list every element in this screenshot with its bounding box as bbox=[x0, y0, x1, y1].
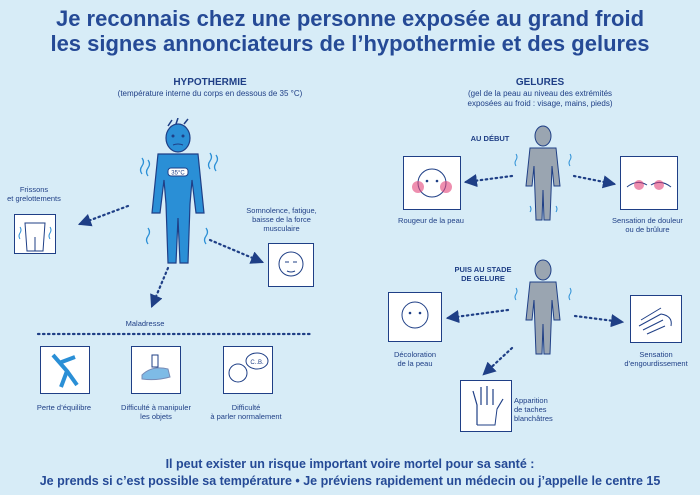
parler-label: Difficulté à parler normalement bbox=[210, 403, 282, 421]
douleur-illustration bbox=[620, 156, 678, 210]
somnolence-illustration bbox=[268, 243, 314, 287]
decoloration-label: Décoloration de la peau bbox=[393, 350, 437, 368]
au-debut-label: AU DÉBUT bbox=[470, 134, 510, 143]
hypothermia-person-figure bbox=[128, 118, 228, 268]
hypothermie-subheading: (température interne du corps en dessous de 35 °C) bbox=[117, 89, 303, 98]
title-line-1: Je reconnais chez une personne exposée au grand froid bbox=[55, 6, 645, 31]
engourdissement-illustration bbox=[630, 295, 682, 343]
equilibre-illustration bbox=[40, 346, 90, 394]
rougeur-label: Rougeur de la peau bbox=[398, 216, 464, 225]
title-line-2: les signes annonciateurs de l’hypothermie et des gelures bbox=[50, 31, 650, 56]
decoloration-illustration bbox=[388, 292, 442, 342]
svg-text:C..B.: C..B. bbox=[250, 360, 264, 366]
somnolence-label: Somnolence, fatigue, baisse de la force musculaire bbox=[246, 206, 317, 233]
bottom-warning: Il peut exister un risque important voire mortel pour sa santé : bbox=[165, 457, 535, 471]
douleur-label: Sensation de douleur ou de brûlure bbox=[612, 216, 683, 234]
hypothermie-heading: HYPOTHERMIE bbox=[173, 77, 247, 88]
bottom-instructions: Je prends si c’est possible sa température • Je préviens rapidement un médecin ou j’appelle le centre 15 bbox=[39, 474, 661, 488]
equilibre-label: Perte d’équilibre bbox=[36, 403, 92, 412]
thermometer-value: 35°C bbox=[171, 170, 185, 177]
frissons-illustration bbox=[14, 214, 56, 254]
frostbite-early-person-figure bbox=[508, 122, 578, 222]
parler-illustration bbox=[223, 346, 273, 394]
rougeur-illustration bbox=[403, 156, 461, 210]
taches-label: Apparition de taches blanchâtres bbox=[514, 396, 553, 423]
stade-gelure-label: PUIS AU STADE DE GELURE bbox=[454, 265, 512, 283]
manipuler-label: Difficulté à manipuler les objets bbox=[121, 403, 191, 421]
frissons-label: Frissons et grelottements bbox=[7, 185, 61, 203]
gelures-subheading: (gel de la peau au niveau des extrémités exposées au froid : visage, mains, pieds) bbox=[467, 89, 613, 108]
maladresse-label: Maladresse bbox=[125, 319, 165, 328]
engourdissement-label: Sensation d’engourdissement bbox=[624, 350, 688, 368]
gelures-heading: GELURES bbox=[515, 77, 565, 88]
manipuler-illustration bbox=[131, 346, 181, 394]
frostbite-late-person-figure bbox=[508, 256, 578, 356]
taches-illustration bbox=[460, 380, 512, 432]
